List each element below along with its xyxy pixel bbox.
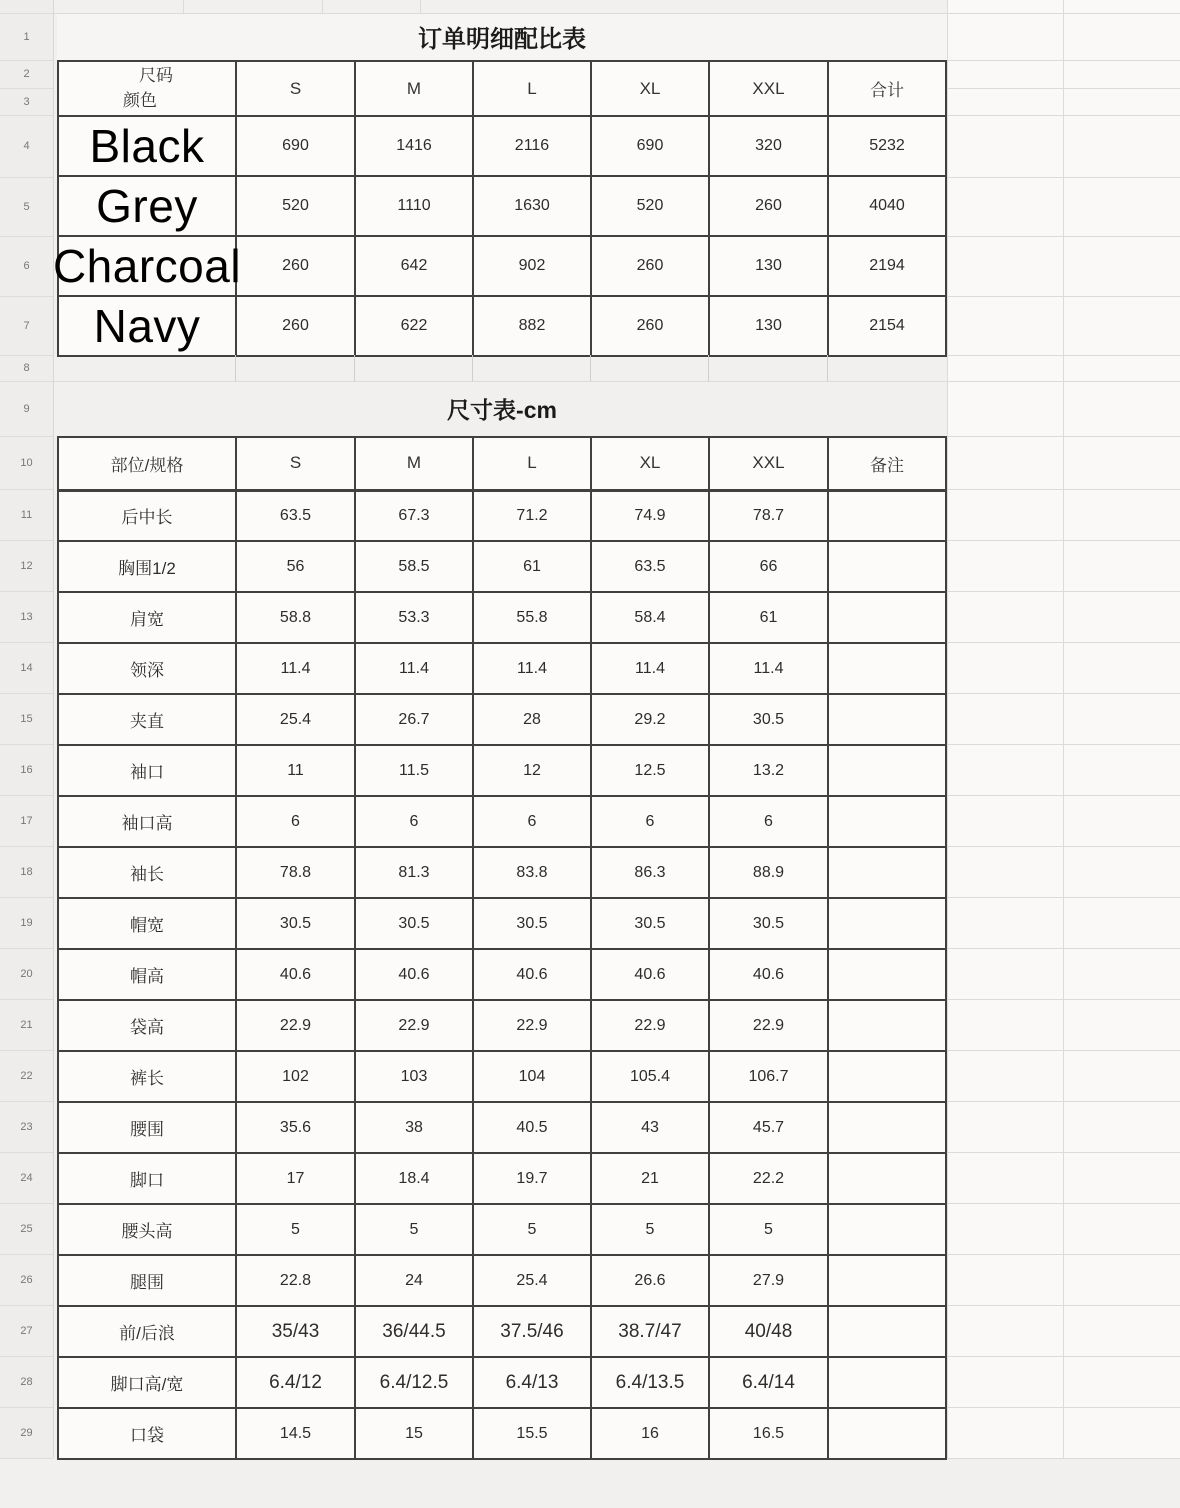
gutter-separator — [0, 948, 53, 949]
remark-cell[interactable] — [828, 1357, 946, 1408]
measurement-value-cell[interactable]: 17 — [236, 1153, 355, 1204]
row-header-10[interactable]: 10 — [20, 456, 33, 469]
gutter-separator — [0, 1356, 53, 1357]
row-header-8[interactable]: 8 — [23, 362, 30, 374]
row-header-28[interactable]: 28 — [20, 1375, 33, 1388]
measurement-value-cell[interactable]: 19.7 — [473, 1153, 591, 1204]
measurement-value-cell[interactable]: 40/48 — [709, 1306, 828, 1357]
gutter-separator — [0, 540, 53, 541]
measurement-value-cell[interactable]: 63.5 — [236, 490, 355, 541]
gutter-separator — [0, 744, 53, 745]
quantity-cell[interactable]: 882 — [473, 296, 591, 356]
size-header[interactable]: S — [236, 437, 355, 490]
measurement-label-cell[interactable]: 腰头高 — [58, 1204, 236, 1255]
measurement-value-cell[interactable]: 45.7 — [709, 1102, 828, 1153]
row-header-5[interactable]: 5 — [23, 200, 30, 213]
size-chart-row — [58, 1357, 946, 1408]
size-chart-row — [58, 745, 946, 796]
measurement-value-cell[interactable]: 24 — [355, 1255, 473, 1306]
quantity-cell[interactable]: 902 — [473, 236, 591, 296]
remark-cell[interactable] — [828, 1306, 946, 1357]
row-header-20[interactable]: 20 — [20, 967, 33, 980]
measurement-value-cell[interactable]: 25.4 — [236, 694, 355, 745]
measurement-value-cell[interactable]: 11 — [236, 745, 355, 796]
gutter-separator — [0, 1152, 53, 1153]
gutter-separator — [0, 355, 53, 356]
measurement-value-cell[interactable]: 40.5 — [473, 1102, 591, 1153]
size-header[interactable]: S — [236, 61, 355, 116]
total-cell[interactable]: 2194 — [828, 236, 946, 296]
gutter-separator — [0, 88, 53, 89]
quantity-cell[interactable]: 1110 — [355, 176, 473, 236]
measurement-value-cell[interactable]: 58.8 — [236, 592, 355, 643]
gridline — [322, 0, 323, 13]
gutter-separator — [0, 1407, 53, 1408]
measurement-value-cell[interactable]: 104 — [473, 1051, 591, 1102]
measurement-value-cell[interactable]: 5 — [355, 1204, 473, 1255]
size-header[interactable]: L — [473, 61, 591, 116]
row-header-21[interactable]: 21 — [20, 1018, 33, 1031]
size-chart-row — [58, 694, 946, 745]
measurement-value-cell[interactable]: 78.7 — [709, 490, 828, 541]
measurement-value-cell[interactable]: 30.5 — [355, 898, 473, 949]
color-name-overlay: Navy — [93, 300, 201, 352]
measurement-value-cell[interactable]: 105.4 — [591, 1051, 709, 1102]
remark-cell[interactable] — [828, 592, 946, 643]
measurement-label-cell[interactable]: 帽高 — [58, 949, 236, 1000]
total-cell[interactable]: 4040 — [828, 176, 946, 236]
size-chart-row — [58, 1102, 946, 1153]
measurement-value-cell[interactable]: 6 — [355, 796, 473, 847]
quantity-cell[interactable]: 2116 — [473, 116, 591, 176]
quantity-cell[interactable]: 130 — [709, 236, 828, 296]
measurement-value-cell[interactable]: 35.6 — [236, 1102, 355, 1153]
measurement-value-cell[interactable]: 14.5 — [236, 1408, 355, 1459]
remark-cell[interactable] — [828, 490, 946, 541]
measurement-value-cell[interactable]: 22.2 — [709, 1153, 828, 1204]
measurement-value-cell[interactable]: 30.5 — [236, 898, 355, 949]
gutter-separator — [0, 999, 53, 1000]
remark-cell[interactable] — [828, 1153, 946, 1204]
gutter-separator — [0, 795, 53, 796]
measurement-value-cell[interactable]: 37.5/46 — [473, 1306, 591, 1357]
quantity-cell[interactable]: 622 — [355, 296, 473, 356]
measurement-value-cell[interactable]: 11.4 — [709, 643, 828, 694]
row-header-6[interactable]: 6 — [23, 260, 30, 272]
measurement-label-cell[interactable]: 腰围 — [58, 1102, 236, 1153]
gutter-separator — [0, 846, 53, 847]
remark-cell[interactable] — [828, 1102, 946, 1153]
row-header-16[interactable]: 16 — [20, 763, 33, 776]
measurement-value-cell[interactable]: 6 — [709, 796, 828, 847]
measurement-value-cell[interactable]: 13.2 — [709, 745, 828, 796]
gridline — [472, 355, 473, 381]
remark-cell[interactable] — [828, 694, 946, 745]
measurement-value-cell[interactable]: 6.4/12.5 — [355, 1357, 473, 1408]
quantity-cell[interactable]: 690 — [236, 116, 355, 176]
measurement-label-cell[interactable]: 腿围 — [58, 1255, 236, 1306]
row-header-7[interactable]: 7 — [23, 319, 30, 332]
quantity-cell[interactable]: 642 — [355, 236, 473, 296]
gutter-separator — [0, 60, 53, 61]
measurement-value-cell[interactable]: 25.4 — [473, 1255, 591, 1306]
quantity-cell[interactable]: 520 — [591, 176, 709, 236]
measurement-value-cell[interactable]: 22.9 — [473, 1000, 591, 1051]
row-header-19[interactable]: 19 — [20, 916, 33, 929]
remark-cell[interactable] — [828, 745, 946, 796]
size-chart-row — [58, 949, 946, 1000]
gridline — [183, 0, 184, 13]
measurement-value-cell[interactable]: 40.6 — [473, 949, 591, 1000]
color-name-cell[interactable] — [58, 296, 236, 356]
measurement-value-cell[interactable]: 35/43 — [236, 1306, 355, 1357]
measurement-value-cell[interactable]: 74.9 — [591, 490, 709, 541]
order-ratio-table — [52, 60, 947, 357]
total-header[interactable]: 合计 — [828, 61, 946, 116]
measurement-value-cell[interactable]: 11.4 — [236, 643, 355, 694]
order-table-header-row — [58, 61, 946, 116]
measurement-label-cell[interactable]: 脚口高/宽 — [58, 1357, 236, 1408]
gutter-separator — [0, 13, 53, 14]
measurement-value-cell[interactable]: 11.4 — [591, 643, 709, 694]
gridline — [53, 13, 1180, 14]
measurement-value-cell[interactable]: 53.3 — [355, 592, 473, 643]
row-header-24[interactable]: 24 — [20, 1171, 33, 1184]
measurement-label-cell[interactable]: 夹直 — [58, 694, 236, 745]
size-chart-table — [57, 436, 947, 1460]
row-header-26[interactable]: 26 — [20, 1273, 33, 1286]
measurement-value-cell[interactable]: 40.6 — [355, 949, 473, 1000]
measurement-label-cell[interactable]: 胸围1/2 — [58, 541, 236, 592]
gridline — [1063, 0, 1064, 1458]
order-table-title[interactable]: 订单明细配比表 — [57, 13, 947, 60]
size-chart-row — [58, 490, 946, 541]
size-chart-row — [58, 541, 946, 592]
measurement-value-cell[interactable]: 27.9 — [709, 1255, 828, 1306]
quantity-cell[interactable]: 260 — [591, 296, 709, 356]
measurement-value-cell[interactable]: 6.4/13.5 — [591, 1357, 709, 1408]
measurement-value-cell[interactable]: 5 — [709, 1204, 828, 1255]
measurement-value-cell[interactable]: 12.5 — [591, 745, 709, 796]
measurement-value-cell[interactable]: 11.5 — [355, 745, 473, 796]
remark-header[interactable]: 备注 — [828, 437, 946, 490]
gutter-separator — [0, 115, 53, 116]
measurement-label-cell[interactable]: 袖口 — [58, 745, 236, 796]
size-chart-row — [58, 1408, 946, 1459]
measurement-value-cell[interactable]: 22.9 — [591, 1000, 709, 1051]
gutter-separator — [0, 1305, 53, 1306]
measurement-value-cell[interactable]: 40.6 — [591, 949, 709, 1000]
color-name-cell[interactable] — [58, 176, 236, 236]
color-name-cell[interactable] — [58, 116, 236, 176]
gutter-separator — [0, 236, 53, 237]
measurement-value-cell[interactable]: 38.7/47 — [591, 1306, 709, 1357]
quantity-cell[interactable]: 320 — [709, 116, 828, 176]
measurement-value-cell[interactable]: 58.4 — [591, 592, 709, 643]
measurement-label-cell[interactable]: 脚口 — [58, 1153, 236, 1204]
remark-cell[interactable] — [828, 541, 946, 592]
remark-cell[interactable] — [828, 1204, 946, 1255]
size-chart-row — [58, 796, 946, 847]
measurement-value-cell[interactable]: 71.2 — [473, 490, 591, 541]
size-header[interactable]: XXL — [709, 61, 828, 116]
order-table-row — [58, 236, 946, 296]
size-chart-row — [58, 1153, 946, 1204]
gutter-separator — [0, 1203, 53, 1204]
gridline — [590, 355, 591, 381]
measurement-value-cell[interactable]: 55.8 — [473, 592, 591, 643]
size-header[interactable]: M — [355, 61, 473, 116]
measurement-value-cell[interactable]: 22.9 — [236, 1000, 355, 1051]
measurement-value-cell[interactable]: 22.8 — [236, 1255, 355, 1306]
row-header-14[interactable]: 14 — [20, 661, 33, 674]
measurement-label-cell[interactable]: 口袋 — [58, 1408, 236, 1459]
remark-cell[interactable] — [828, 796, 946, 847]
remark-cell[interactable] — [828, 1051, 946, 1102]
color-name-cell[interactable] — [52, 236, 242, 296]
gutter-separator — [0, 296, 53, 297]
size-header[interactable]: M — [355, 437, 473, 490]
gridline — [947, 0, 948, 1458]
measurement-value-cell[interactable]: 21 — [591, 1153, 709, 1204]
measurement-label-cell[interactable]: 帽宽 — [58, 898, 236, 949]
size-chart-row — [58, 592, 946, 643]
measurement-label-cell[interactable]: 领深 — [58, 643, 236, 694]
total-cell[interactable]: 5232 — [828, 116, 946, 176]
quantity-cell[interactable]: 1630 — [473, 176, 591, 236]
measurement-value-cell[interactable]: 6.4/14 — [709, 1357, 828, 1408]
measurement-value-cell[interactable]: 5 — [236, 1204, 355, 1255]
measurement-label-cell[interactable]: 袋高 — [58, 1000, 236, 1051]
measurement-value-cell[interactable]: 29.2 — [591, 694, 709, 745]
size-header[interactable]: XXL — [709, 437, 828, 490]
quantity-cell[interactable]: 130 — [709, 296, 828, 356]
quantity-cell[interactable]: 690 — [591, 116, 709, 176]
gridline — [420, 0, 421, 13]
measurement-value-cell[interactable]: 28 — [473, 694, 591, 745]
quantity-cell[interactable]: 520 — [236, 176, 355, 236]
quantity-cell[interactable]: 260 — [236, 236, 355, 296]
row-header-22[interactable]: 22 — [20, 1069, 33, 1082]
gutter-separator — [0, 1101, 53, 1102]
measurement-value-cell[interactable]: 16.5 — [709, 1408, 828, 1459]
measurement-label-cell[interactable]: 后中长 — [58, 490, 236, 541]
measurement-value-cell[interactable]: 40.6 — [709, 949, 828, 1000]
row-header-2[interactable]: 2 — [23, 68, 30, 80]
row-header-9[interactable]: 9 — [23, 402, 30, 415]
size-chart-row — [58, 1306, 946, 1357]
gutter-separator — [0, 177, 53, 178]
measurement-value-cell[interactable]: 22.9 — [709, 1000, 828, 1051]
measurement-label-cell[interactable]: 袖长 — [58, 847, 236, 898]
measurement-label-cell[interactable]: 肩宽 — [58, 592, 236, 643]
gridline — [235, 355, 236, 381]
measurement-value-cell[interactable]: 106.7 — [709, 1051, 828, 1102]
remark-cell[interactable] — [828, 1408, 946, 1459]
gutter-separator — [0, 381, 53, 382]
measurement-value-cell[interactable]: 5 — [591, 1204, 709, 1255]
gridline — [354, 355, 355, 381]
remark-cell[interactable] — [828, 898, 946, 949]
row-header-15[interactable]: 15 — [20, 712, 33, 725]
row-header-11[interactable]: 11 — [20, 508, 33, 521]
measurement-value-cell[interactable]: 6 — [473, 796, 591, 847]
measurement-value-cell[interactable]: 38 — [355, 1102, 473, 1153]
row-header-17[interactable]: 17 — [20, 814, 33, 827]
total-cell[interactable]: 2154 — [828, 296, 946, 356]
row-header-13[interactable]: 13 — [20, 610, 33, 623]
corner-header-part-spec[interactable]: 部位/规格 — [58, 437, 236, 490]
measurement-value-cell[interactable]: 26.6 — [591, 1255, 709, 1306]
gridline — [708, 355, 709, 381]
measurement-value-cell[interactable]: 102 — [236, 1051, 355, 1102]
measurement-value-cell[interactable]: 30.5 — [709, 694, 828, 745]
measurement-value-cell[interactable]: 40.6 — [236, 949, 355, 1000]
gutter-separator — [0, 1050, 53, 1051]
row-header-29[interactable]: 29 — [20, 1426, 33, 1439]
size-header[interactable]: L — [473, 437, 591, 490]
measurement-value-cell[interactable]: 103 — [355, 1051, 473, 1102]
measurement-value-cell[interactable]: 16 — [591, 1408, 709, 1459]
gutter-separator — [0, 591, 53, 592]
corner-header-size-color[interactable] — [58, 61, 236, 116]
measurement-value-cell[interactable]: 6 — [236, 796, 355, 847]
measurement-value-cell[interactable]: 22.9 — [355, 1000, 473, 1051]
measurement-value-cell[interactable]: 58.5 — [355, 541, 473, 592]
gutter-separator — [0, 693, 53, 694]
measurement-value-cell[interactable]: 18.4 — [355, 1153, 473, 1204]
measurement-value-cell[interactable]: 6.4/13 — [473, 1357, 591, 1408]
color-name-overlay: Grey — [96, 180, 198, 232]
measurement-label-cell[interactable]: 前/后浪 — [58, 1306, 236, 1357]
row-header-12[interactable]: 12 — [20, 559, 33, 572]
remark-cell[interactable] — [828, 1000, 946, 1051]
measurement-value-cell[interactable]: 61 — [709, 592, 828, 643]
measurement-value-cell[interactable]: 88.9 — [709, 847, 828, 898]
gridline — [947, 1458, 1180, 1459]
gridline — [827, 355, 828, 381]
order-table-row — [58, 176, 946, 236]
order-table-row — [58, 116, 946, 176]
measurement-value-cell[interactable]: 83.8 — [473, 847, 591, 898]
gutter-separator — [0, 436, 53, 437]
gutter-separator — [0, 1458, 53, 1459]
size-chart-row — [58, 1051, 946, 1102]
corner-color-label: 颜色 — [123, 90, 157, 110]
row-header-23[interactable]: 23 — [20, 1120, 33, 1133]
measurement-label-cell[interactable]: 裤长 — [58, 1051, 236, 1102]
gutter-separator — [0, 642, 53, 643]
remark-cell[interactable] — [828, 949, 946, 1000]
measurement-value-cell[interactable]: 6.4/12 — [236, 1357, 355, 1408]
color-name-overlay: Black — [89, 120, 205, 172]
measurement-value-cell[interactable]: 30.5 — [473, 898, 591, 949]
measurement-value-cell[interactable]: 30.5 — [709, 898, 828, 949]
quantity-cell[interactable]: 260 — [591, 236, 709, 296]
measurement-value-cell[interactable]: 86.3 — [591, 847, 709, 898]
corner-size-label: 尺码 — [139, 65, 173, 85]
gutter-separator — [0, 489, 53, 490]
remark-cell[interactable] — [828, 643, 946, 694]
size-chart-title[interactable]: 尺寸表-cm — [447, 397, 557, 423]
measurement-value-cell[interactable]: 11.4 — [473, 643, 591, 694]
measurement-value-cell[interactable]: 26.7 — [355, 694, 473, 745]
size-header[interactable]: XL — [591, 437, 709, 490]
measurement-value-cell[interactable]: 36/44.5 — [355, 1306, 473, 1357]
size-chart-row — [58, 898, 946, 949]
size-chart-row — [58, 1255, 946, 1306]
row-header-18[interactable]: 18 — [20, 865, 33, 878]
size-chart-header-row — [58, 437, 946, 490]
remark-cell[interactable] — [828, 1255, 946, 1306]
size-chart-row — [58, 1204, 946, 1255]
measurement-value-cell[interactable]: 78.8 — [236, 847, 355, 898]
row-header-27[interactable]: 27 — [20, 1324, 33, 1337]
measurement-value-cell[interactable]: 43 — [591, 1102, 709, 1153]
row-header-3[interactable]: 3 — [23, 95, 30, 108]
remark-cell[interactable] — [828, 847, 946, 898]
size-chart-row — [58, 1000, 946, 1051]
measurement-value-cell[interactable]: 6 — [591, 796, 709, 847]
measurement-value-cell[interactable]: 12 — [473, 745, 591, 796]
row-header-25[interactable]: 25 — [20, 1222, 33, 1235]
row-header-1[interactable]: 1 — [23, 30, 30, 43]
quantity-cell[interactable]: 260 — [709, 176, 828, 236]
row-number-gutter — [0, 0, 54, 1458]
gutter-separator — [0, 897, 53, 898]
measurement-value-cell[interactable]: 11.4 — [355, 643, 473, 694]
order-table-row — [58, 296, 946, 356]
measurement-value-cell[interactable]: 66 — [709, 541, 828, 592]
measurement-value-cell[interactable]: 81.3 — [355, 847, 473, 898]
size-chart-row — [58, 847, 946, 898]
measurement-value-cell[interactable]: 15.5 — [473, 1408, 591, 1459]
measurement-value-cell[interactable]: 63.5 — [591, 541, 709, 592]
measurement-value-cell[interactable]: 15 — [355, 1408, 473, 1459]
gutter-separator — [0, 1254, 53, 1255]
measurement-value-cell[interactable]: 5 — [473, 1204, 591, 1255]
quantity-cell[interactable]: 260 — [236, 296, 355, 356]
color-name-overlay: Charcoal — [52, 240, 242, 292]
row-header-4[interactable]: 4 — [23, 140, 30, 152]
measurement-value-cell[interactable]: 61 — [473, 541, 591, 592]
size-chart-row — [58, 643, 946, 694]
measurement-label-cell[interactable]: 袖口高 — [58, 796, 236, 847]
measurement-value-cell[interactable]: 67.3 — [355, 490, 473, 541]
quantity-cell[interactable]: 1416 — [355, 116, 473, 176]
measurement-value-cell[interactable]: 30.5 — [591, 898, 709, 949]
size-header[interactable]: XL — [591, 61, 709, 116]
measurement-value-cell[interactable]: 56 — [236, 541, 355, 592]
gridline — [53, 381, 947, 382]
